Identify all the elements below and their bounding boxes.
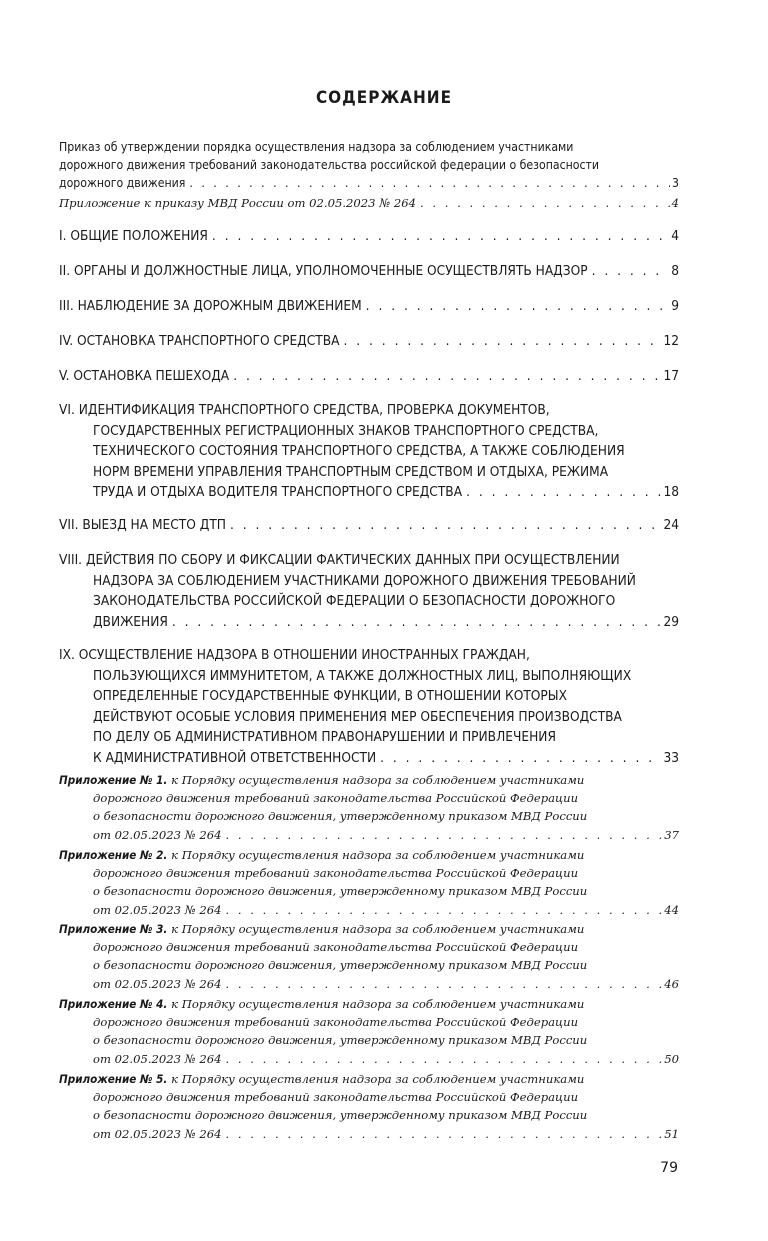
toc-entry-appendix-5[interactable] [59, 1070, 679, 1143]
appendix-label: Приложение № 1. [59, 773, 168, 787]
toc-entry-line: от 02.05.2023 № 264 [93, 1126, 222, 1141]
dot-leader [366, 296, 670, 317]
dot-leader [233, 366, 661, 387]
toc-entry-line: I. ОБЩИЕ ПОЛОЖЕНИЯ [59, 228, 208, 244]
toc-page-number: 17 [663, 368, 679, 384]
toc-entry-line: от 02.05.2023 № 264 [93, 1051, 222, 1066]
dot-leader [380, 748, 661, 769]
toc-entry-line: дорожного движения требований законодательства Российской Федерации [93, 791, 579, 806]
toc-entry-line: дорожного движения требований законодательства Российской Федерации [93, 940, 579, 955]
page-number: 79 [660, 1160, 678, 1176]
toc-page-number: 24 [663, 517, 679, 533]
dot-leader [226, 826, 663, 844]
toc-entry-line: ДЕЙСТВУЮТ ОСОБЫЕ УСЛОВИЯ ПРИМЕНЕНИЯ МЕР ОБЕСПЕЧЕНИЯ ПРОИЗВОДСТВА [93, 708, 622, 725]
toc-entry-section-7[interactable] [59, 515, 679, 536]
dot-leader [226, 901, 663, 919]
appendix-label: Приложение № 4. [59, 997, 168, 1011]
toc-page-number: 8 [671, 263, 679, 279]
toc-page-number: 50 [664, 1051, 679, 1066]
toc-entry-line: дорожного движения требований законодательства Российской Федерации [93, 1090, 579, 1105]
toc-entry-line: ТРУДА И ОТДЫХА ВОДИТЕЛЯ ТРАНСПОРТНОГО СРЕДСТВА [93, 484, 463, 500]
toc-page-number: 4 [671, 196, 679, 210]
toc-page-number: 33 [663, 749, 679, 766]
toc-page-number: 18 [663, 484, 679, 500]
toc-page-number: 4 [671, 228, 679, 244]
toc-page-number: 51 [664, 1126, 679, 1141]
toc-page-number: 12 [663, 333, 679, 349]
toc-page-number: 44 [664, 902, 679, 917]
dot-leader [592, 261, 670, 282]
toc-entry-line: Приложение № 1. к Порядку осуществления надзора за соблюдением участниками [59, 773, 585, 787]
toc-entry-appendix-2[interactable] [59, 846, 679, 919]
toc-entry-section-5[interactable] [59, 366, 679, 387]
toc-page-number: 46 [664, 976, 679, 991]
toc-entry-line: о безопасности дорожного движения, утвержденному приказом МВД России [93, 884, 588, 899]
toc-entry-line: Приложение № 2. к Порядку осуществления надзора за соблюдением участниками [59, 848, 585, 862]
toc-page-number: 37 [664, 827, 679, 842]
toc-entry-line: дорожного движения требований законодательства Российской Федерации [93, 1015, 579, 1030]
toc-entry-line: о безопасности дорожного движения, утвержденному приказом МВД России [93, 809, 588, 824]
toc-entry-line: ТЕХНИЧЕСКОГО СОСТОЯНИЯ ТРАНСПОРТНОГО СРЕДСТВА, А ТАКЖЕ СОБЛЮДЕНИЯ [93, 443, 625, 459]
toc-entry-line: ПО ДЕЛУ ОБ АДМИНИСТРАТИВНОМ ПРАВОНАРУШЕНИИ И ПРИВЛЕЧЕНИЯ [93, 729, 556, 745]
toc-entry-line: ДВИЖЕНИЯ [93, 613, 168, 630]
toc-entry-line: НАДЗОРА ЗА СОБЛЮДЕНИЕМ УЧАСТНИКАМИ ДОРОЖНОГО ДВИЖЕНИЯ ТРЕБОВАНИЙ [93, 572, 636, 589]
dot-leader [212, 226, 669, 247]
toc-entry-line: от 02.05.2023 № 264 [93, 976, 222, 991]
toc-entry-line: о безопасности дорожного движения, утвержденному приказом МВД России [93, 958, 588, 973]
toc-entry-line: IV. ОСТАНОВКА ТРАНСПОРТНОГО СРЕДСТВА [59, 333, 340, 349]
toc-entry-section-3[interactable] [59, 296, 679, 317]
toc-entry-line: V. ОСТАНОВКА ПЕШЕХОДА [59, 368, 230, 384]
appendix-label: Приложение № 2. [59, 848, 168, 862]
toc-entry-section-8[interactable] [59, 550, 679, 632]
toc-entry-line: VI. ИДЕНТИФИКАЦИЯ ТРАНСПОРТНОГО СРЕДСТВА, ПРОВЕРКА ДОКУМЕНТОВ, [59, 402, 550, 418]
toc-entry-section-1[interactable] [59, 226, 679, 247]
dot-leader [189, 174, 670, 192]
toc-entry-line: VII. ВЫЕЗД НА МЕСТО ДТП [59, 517, 226, 533]
toc-entry-section-9[interactable] [59, 645, 679, 768]
toc-entry-line: Приложение № 4. к Порядку осуществления надзора за соблюдением участниками [59, 997, 585, 1011]
dot-leader [226, 1125, 663, 1143]
dot-leader [420, 194, 670, 212]
toc-entry-line: дорожного движения требований законодательства Российской Федерации [93, 866, 579, 881]
dot-leader [230, 515, 661, 536]
toc-entry-section-4[interactable] [59, 331, 679, 352]
toc-entry-line: III. НАБЛЮДЕНИЕ ЗА ДОРОЖНЫМ ДВИЖЕНИЕМ [59, 298, 362, 314]
toc-entry-line: IX. ОСУЩЕСТВЛЕНИЕ НАДЗОРА В ОТНОШЕНИИ ИНОСТРАННЫХ ГРАЖДАН, [59, 647, 530, 663]
toc-entry-line: от 02.05.2023 № 264 [93, 827, 222, 842]
toc-entry-line: ГОСУДАРСТВЕННЫХ РЕГИСТРАЦИОННЫХ ЗНАКОВ ТРАНСПОРТНОГО СРЕДСТВА, [93, 422, 599, 439]
toc-entry-appendix-3[interactable] [59, 920, 679, 993]
toc-entry-line: о безопасности дорожного движения, утвержденному приказом МВД России [93, 1108, 588, 1123]
toc-entry-line: НОРМ ВРЕМЕНИ УПРАВЛЕНИЯ ТРАНСПОРТНЫМ СРЕДСТВОМ И ОТДЫХА, РЕЖИМА [93, 463, 609, 480]
toc-entry-line: Приложение к приказу МВД России от 02.05.2023 № 264 [59, 196, 416, 210]
page-title: СОДЕРЖАНИЕ [315, 88, 453, 108]
dot-leader [226, 975, 663, 993]
toc-entry-line: II. ОРГАНЫ И ДОЛЖНОСТНЫЕ ЛИЦА, УПОЛНОМОЧЕННЫЕ ОСУЩЕСТВЛЯТЬ НАДЗОР [59, 263, 588, 279]
toc-entry-line: К АДМИНИСТРАТИВНОЙ ОТВЕТСТВЕННОСТИ [93, 749, 377, 766]
toc-entry-line: о безопасности дорожного движения, утвержденному приказом МВД России [93, 1033, 588, 1048]
appendix-label: Приложение № 3. [59, 922, 168, 936]
appendix-label: Приложение № 5. [59, 1072, 168, 1086]
dot-leader [226, 1050, 663, 1068]
toc-entry-line: ПОЛЬЗУЮЩИХСЯ ИММУНИТЕТОМ, А ТАКЖЕ ДОЛЖНОСТНЫХ ЛИЦ, ВЫПОЛНЯЮЩИХ [93, 667, 632, 684]
dot-leader [172, 612, 662, 633]
toc-entry-section-6[interactable] [59, 400, 679, 503]
toc-entry-line: Приложение № 3. к Порядку осуществления надзора за соблюдением участниками [59, 922, 585, 936]
toc-page-number: 3 [672, 176, 679, 190]
dot-leader [466, 482, 661, 503]
toc-entry-section-2[interactable] [59, 261, 679, 282]
toc-entry-appendix-4[interactable] [59, 995, 679, 1068]
toc-entry-line: от 02.05.2023 № 264 [93, 902, 222, 917]
toc-entry-line: VIII. ДЕЙСТВИЯ ПО СБОРУ И ФИКСАЦИИ ФАКТИЧЕСКИХ ДАННЫХ ПРИ ОСУЩЕСТВЛЕНИИ [59, 552, 620, 568]
toc-entry-line: дорожного движения требований законодательства российской федерации о безопасности [59, 158, 600, 172]
toc-entry-order-appendix[interactable] [59, 194, 679, 212]
toc-entry-appendix-1[interactable] [59, 771, 679, 844]
toc-entry-line: ЗАКОНОДАТЕЛЬСТВА РОССИЙСКОЙ ФЕДЕРАЦИИ О БЕЗОПАСНОСТИ ДОРОЖНОГО [93, 593, 616, 609]
toc-entry-line: Приложение № 5. к Порядку осуществления надзора за соблюдением участниками [59, 1072, 585, 1086]
toc-entry-order[interactable] [59, 138, 679, 192]
dot-leader [344, 331, 662, 352]
toc-page-number: 29 [663, 613, 679, 630]
toc-entry-line: дорожного движения [59, 176, 186, 190]
toc-page-number: 9 [671, 298, 679, 314]
toc-entry-line: Приказ об утверждении порядка осуществления надзора за соблюдением участниками [59, 140, 574, 154]
toc-entry-line: ОПРЕДЕЛЕННЫЕ ГОСУДАРСТВЕННЫЕ ФУНКЦИИ, В ОТНОШЕНИИ КОТОРЫХ [93, 688, 567, 704]
